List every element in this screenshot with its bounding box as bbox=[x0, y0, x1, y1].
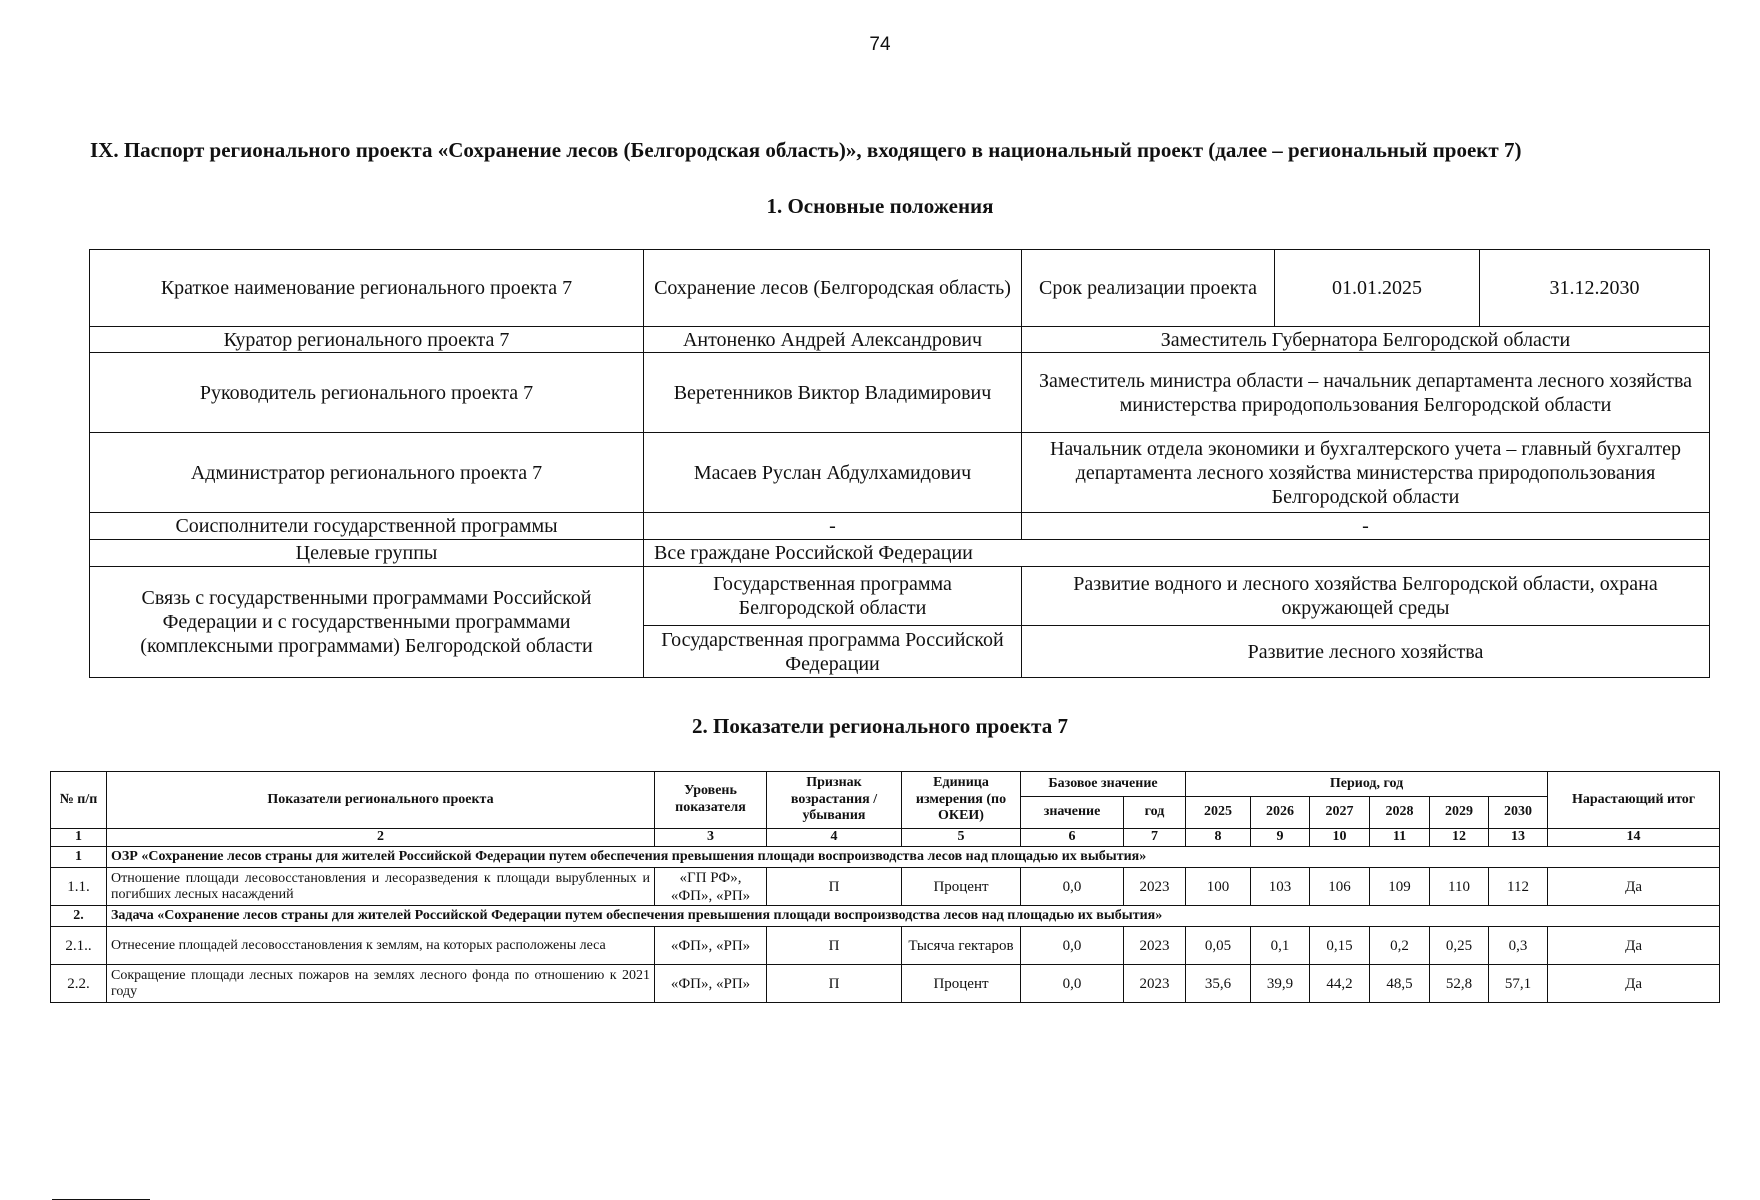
column-number: 9 bbox=[1251, 829, 1310, 847]
year-value: 48,5 bbox=[1370, 965, 1430, 1003]
year-value: 0,1 bbox=[1251, 927, 1310, 965]
indicator-sign: П bbox=[767, 927, 902, 965]
main-provisions-table bbox=[89, 249, 1710, 678]
document-title: IX. Паспорт регионального проекта «Сохранение лесов (Белгородская область)», входящего в национальный проект (далее – региональный проект 7) bbox=[90, 138, 1522, 162]
year-value: 112 bbox=[1489, 868, 1548, 906]
curator-name: Антоненко Андрей Александрович bbox=[644, 327, 1022, 353]
admin-position: Начальник отдела экономики и бухгалтерского учета – главный бухгалтер департамента лесного хозяйства министерства природопользования Белгородской области bbox=[1022, 433, 1710, 513]
column-number: 2 bbox=[107, 829, 655, 847]
coexec-value-2: - bbox=[1022, 513, 1710, 540]
table-row bbox=[90, 433, 1710, 513]
indicator-unit: Процент bbox=[902, 868, 1021, 906]
column-number: 3 bbox=[655, 829, 767, 847]
coexec-value-1: - bbox=[644, 513, 1022, 540]
base-year: 2023 bbox=[1124, 868, 1186, 906]
year-value: 52,8 bbox=[1430, 965, 1489, 1003]
column-number: 14 bbox=[1548, 829, 1720, 847]
program-1-name: Развитие водного и лесного хозяйства Белгородской области, охрана окружающей среды bbox=[1022, 567, 1710, 626]
indicator-level: «ГП РФ», «ФП», «РП» bbox=[655, 868, 767, 906]
base-year: 2023 bbox=[1124, 965, 1186, 1003]
curator-label: Куратор регионального проекта 7 bbox=[90, 327, 644, 353]
indicator-name: Отношение площади лесовосстановления и лесоразведения к площади вырубленных и погибших лесных насаждений bbox=[107, 868, 655, 906]
column-number: 12 bbox=[1430, 829, 1489, 847]
column-number: 5 bbox=[902, 829, 1021, 847]
header-cumulative: Нарастающий итог bbox=[1548, 772, 1720, 829]
table-row bbox=[51, 868, 1720, 906]
group-row bbox=[51, 906, 1720, 927]
year-value: 35,6 bbox=[1186, 965, 1251, 1003]
year-value: 0,05 bbox=[1186, 927, 1251, 965]
column-number: 8 bbox=[1186, 829, 1251, 847]
table-row bbox=[90, 540, 1710, 567]
coexec-label: Соисполнители государственной программы bbox=[90, 513, 644, 540]
table-row bbox=[90, 567, 1710, 626]
table-row bbox=[90, 353, 1710, 433]
year-value: 0,15 bbox=[1310, 927, 1370, 965]
table-row bbox=[90, 513, 1710, 540]
row-num: 1.1. bbox=[51, 868, 107, 906]
year-value: 106 bbox=[1310, 868, 1370, 906]
year-value: 103 bbox=[1251, 868, 1310, 906]
row-num: 2.1.. bbox=[51, 927, 107, 965]
indicator-level: «ФП», «РП» bbox=[655, 965, 767, 1003]
header-sign: Признак возрастания / убывания bbox=[767, 772, 902, 829]
cumulative-value: Да bbox=[1548, 965, 1720, 1003]
indicator-sign: П bbox=[767, 965, 902, 1003]
cumulative-value: Да bbox=[1548, 868, 1720, 906]
year-value: 109 bbox=[1370, 868, 1430, 906]
term-start: 01.01.2025 bbox=[1275, 250, 1480, 327]
group-title: Задача «Сохранение лесов страны для жителей Российской Федерации путем обеспечения превышения площади воспроизводства лесов над площадью их выбытия» bbox=[107, 906, 1720, 927]
header-period: Период, год bbox=[1186, 772, 1548, 797]
indicator-unit: Тысяча гектаров bbox=[902, 927, 1021, 965]
base-year: 2023 bbox=[1124, 927, 1186, 965]
header-level: Уровень показателя bbox=[655, 772, 767, 829]
row-num: 2.2. bbox=[51, 965, 107, 1003]
program-2-name: Развитие лесного хозяйства bbox=[1022, 626, 1710, 678]
table-row bbox=[51, 927, 1720, 965]
column-number: 11 bbox=[1370, 829, 1430, 847]
section-1-heading: 1. Основные положения bbox=[766, 194, 994, 218]
base-value: 0,0 bbox=[1021, 965, 1124, 1003]
page-number: 74 bbox=[869, 34, 891, 55]
group-num: 1 bbox=[51, 847, 107, 868]
year-value: 0,3 bbox=[1489, 927, 1548, 965]
year-value: 44,2 bbox=[1310, 965, 1370, 1003]
column-numbers-row bbox=[51, 829, 1720, 847]
column-number: 10 bbox=[1310, 829, 1370, 847]
header-year: 2030 bbox=[1489, 797, 1548, 829]
group-row bbox=[51, 847, 1720, 868]
column-number: 1 bbox=[51, 829, 107, 847]
curator-position: Заместитель Губернатора Белгородской области bbox=[1022, 327, 1710, 353]
header-num: № п/п bbox=[51, 772, 107, 829]
project-name-value: Сохранение лесов (Белгородская область) bbox=[644, 250, 1022, 327]
header-indicator: Показатели регионального проекта bbox=[107, 772, 655, 829]
year-value: 0,2 bbox=[1370, 927, 1430, 965]
program-link-label: Связь с государственными программами Российской Федерации и с государственными программами (комплексными программами) Белгородской области bbox=[90, 567, 644, 678]
target-groups-value: Все граждане Российской Федерации bbox=[644, 540, 1710, 567]
year-value: 57,1 bbox=[1489, 965, 1548, 1003]
indicator-name: Отнесение площадей лесовосстановления к землям, на которых расположены леса bbox=[107, 927, 655, 965]
header-base-year: год bbox=[1124, 797, 1186, 829]
header-base-value: значение bbox=[1021, 797, 1124, 829]
base-value: 0,0 bbox=[1021, 927, 1124, 965]
indicators-table bbox=[50, 771, 1720, 1003]
base-value: 0,0 bbox=[1021, 868, 1124, 906]
year-value: 0,25 bbox=[1430, 927, 1489, 965]
program-2-type: Государственная программа Российской Федерации bbox=[644, 626, 1022, 678]
header-year: 2027 bbox=[1310, 797, 1370, 829]
table-row bbox=[90, 327, 1710, 353]
column-number: 6 bbox=[1021, 829, 1124, 847]
admin-label: Администратор регионального проекта 7 bbox=[90, 433, 644, 513]
cumulative-value: Да bbox=[1548, 927, 1720, 965]
term-label: Срок реализации проекта bbox=[1022, 250, 1275, 327]
indicator-sign: П bbox=[767, 868, 902, 906]
term-end: 31.12.2030 bbox=[1480, 250, 1710, 327]
indicator-unit: Процент bbox=[902, 965, 1021, 1003]
header-year: 2028 bbox=[1370, 797, 1430, 829]
project-name-label: Краткое наименование регионального проекта 7 bbox=[90, 250, 644, 327]
group-num: 2. bbox=[51, 906, 107, 927]
admin-name: Масаев Руслан Абдулхамидович bbox=[644, 433, 1022, 513]
program-1-type: Государственная программа Белгородской области bbox=[644, 567, 1022, 626]
header-year: 2025 bbox=[1186, 797, 1251, 829]
head-name: Веретенников Виктор Владимирович bbox=[644, 353, 1022, 433]
header-base: Базовое значение bbox=[1021, 772, 1186, 797]
section-2-heading: 2. Показатели регионального проекта 7 bbox=[692, 714, 1068, 738]
header-year: 2029 bbox=[1430, 797, 1489, 829]
table-row bbox=[51, 965, 1720, 1003]
year-value: 100 bbox=[1186, 868, 1251, 906]
header-year: 2026 bbox=[1251, 797, 1310, 829]
header-unit: Единица измерения (по ОКЕИ) bbox=[902, 772, 1021, 829]
group-title: ОЗР «Сохранение лесов страны для жителей Российской Федерации путем обеспечения превышения площади воспроизводства лесов над площадью их выбытия» bbox=[107, 847, 1720, 868]
table-row bbox=[90, 250, 1710, 327]
indicator-level: «ФП», «РП» bbox=[655, 927, 767, 965]
year-value: 39,9 bbox=[1251, 965, 1310, 1003]
column-number: 4 bbox=[767, 829, 902, 847]
indicator-name: Сокращение площади лесных пожаров на землях лесного фонда по отношению к 2021 году bbox=[107, 965, 655, 1003]
head-position: Заместитель министра области – начальник департамента лесного хозяйства министерства природопользования Белгородской области bbox=[1022, 353, 1710, 433]
header-row bbox=[51, 772, 1720, 797]
head-label: Руководитель регионального проекта 7 bbox=[90, 353, 644, 433]
target-groups-label: Целевые группы bbox=[90, 540, 644, 567]
year-value: 110 bbox=[1430, 868, 1489, 906]
column-number: 7 bbox=[1124, 829, 1186, 847]
column-number: 13 bbox=[1489, 829, 1548, 847]
